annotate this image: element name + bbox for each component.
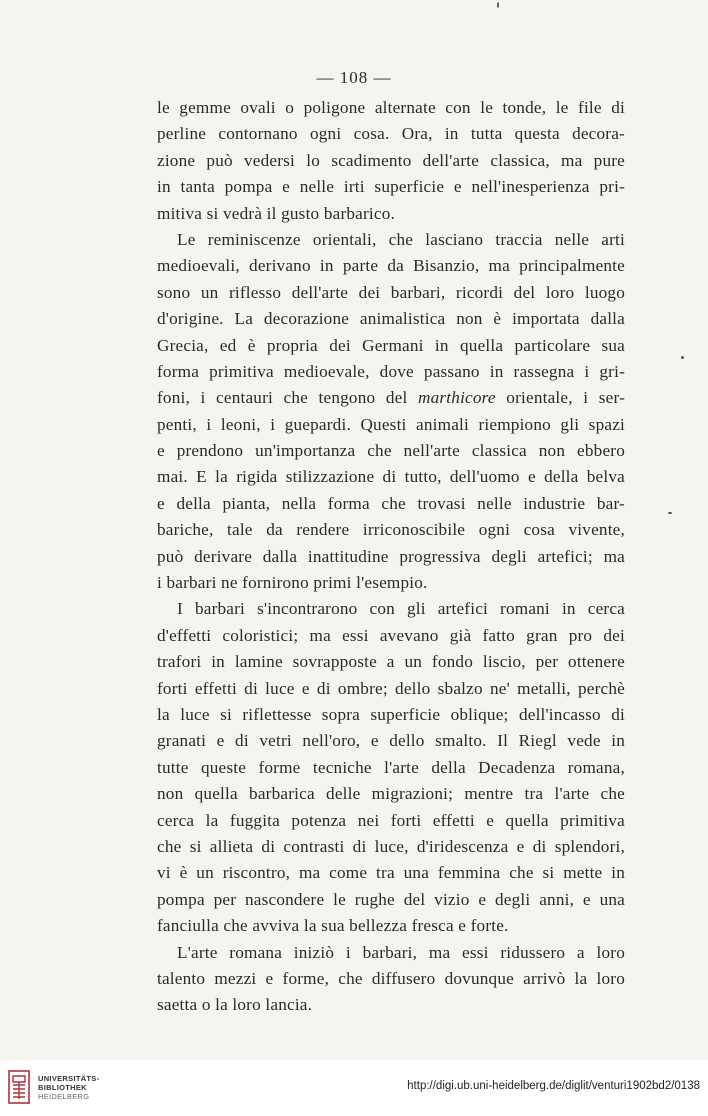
text-line-content: d'origine. La decorazione animalistica non è importata dalla [157, 309, 625, 329]
text-line-content: Le reminiscenze orientali, che lasciano traccia nelle arti [177, 229, 625, 249]
library-name [38, 1074, 99, 1101]
text-line [157, 174, 625, 200]
text-line [157, 438, 625, 464]
library-name-line: UNIVERSITÄTS- [38, 1074, 100, 1083]
text-line [157, 95, 625, 121]
text-line [157, 412, 625, 438]
text-line [157, 464, 625, 490]
text-line-content: sono un riflesso dell'arte dei barbari, ricordi del loro luogo [157, 282, 625, 302]
text-line-content: le gemme ovali o poligone alternate con le tonde, le file di [157, 98, 625, 117]
text-line-content: vi è un riscontro, ma come tra una femmina che si mette in [157, 863, 625, 883]
text-line-content: Grecia, ed è propria dei Germani in quella particolare sua [157, 335, 625, 355]
text-line-content: bariche, tale da rendere irriconoscibile ogni cosa vivente, [157, 520, 625, 540]
text-line [157, 860, 625, 886]
text-line [157, 201, 625, 227]
text-line-content: tutte queste forme tecniche l'arte della Decadenza romana, [157, 757, 625, 777]
text-line-continuation: orientale, i ser- [495, 388, 625, 408]
text-line-content: che si allieta di contrasti di luce, d'iridescenza e di splendori, [157, 836, 625, 856]
scan-speck [681, 356, 684, 359]
text-line [157, 385, 625, 411]
text-line-content: foni, i centauri che tengono del [157, 388, 408, 408]
text-line [157, 623, 625, 649]
text-line-content: trafori in lamine sovrapposte a un fondo liscio, per ottenere [157, 652, 625, 672]
text-line [157, 306, 625, 332]
university-library-logo-icon [8, 1070, 30, 1104]
italic-term: marthicore [418, 388, 496, 408]
text-line-content: cerca la fuggita potenza nei forti effetti e quella primitiva [157, 810, 625, 830]
text-line [157, 517, 625, 543]
library-name-line: HEIDELBERG [38, 1092, 90, 1101]
text-line-content: d'effetti coloristici; ma essi avevano già fatto gran pro dei [157, 625, 625, 645]
text-line-content: saetta o la loro lancia. [157, 995, 313, 1015]
text-line-content: fanciulla che avviva la sua bellezza fresca e forte. [157, 916, 509, 936]
text-line [157, 596, 625, 622]
text-line-content: granati e di vetri nell'oro, e dello smalto. Il Riegl vede in [157, 731, 625, 751]
text-line-content: talento mezzi e forme, che diffusero dovunque arrivò la loro [157, 968, 625, 988]
text-line-content: forti effetti di luce e di ombre; dello sbalzo ne' metalli, perchè [157, 678, 625, 698]
text-line [157, 940, 625, 966]
library-name-line: BIBLIOTHEK [38, 1083, 87, 1092]
text-line-content: medioevali, derivano in parte da Bisanzio, ma principalmente [157, 256, 625, 276]
text-line-content: può derivare dalla inattitudine progressiva degli artefici; ma [157, 546, 625, 566]
text-line-content: zione può vedersi lo scadimento dell'arte classica, ma pure [157, 150, 625, 170]
text-line [157, 253, 625, 279]
text-line [157, 359, 625, 385]
text-line [157, 333, 625, 359]
text-line [157, 966, 625, 992]
text-line [157, 676, 625, 702]
text-line-content: perline contornano ogni cosa. Ora, in tutta questa decora- [157, 124, 625, 144]
text-line-content: i barbari ne fornirono primi l'esempio. [157, 573, 428, 593]
text-line [157, 570, 625, 596]
text-line [157, 755, 625, 781]
text-line [157, 781, 625, 807]
text-line-content: in tanta pompa e nelle irti superficie e nell'inesperienza pri- [157, 177, 625, 197]
text-line [157, 491, 625, 517]
text-line [157, 280, 625, 306]
text-line [157, 148, 625, 174]
scan-speck [497, 2, 499, 8]
text-line-content: penti, i leoni, i guepardi. Questi animali riempiono gli spazi [157, 414, 625, 434]
body-text [157, 95, 625, 1019]
text-line-content: I barbari s'incontrarono con gli artefici romani in cerca [177, 599, 625, 619]
page-number: — 108 — [316, 68, 392, 87]
text-line [157, 121, 625, 147]
text-line [157, 702, 625, 728]
text-line [157, 227, 625, 253]
footer-bar [0, 1060, 708, 1116]
text-line-content: e della pianta, nella forma che trovasi nelle industrie bar- [157, 493, 625, 513]
text-line-content: L'arte romana iniziò i barbari, ma essi ridussero a loro [177, 942, 625, 962]
text-line [157, 834, 625, 860]
text-line [157, 544, 625, 570]
text-line-content: mitiva si vedrà il gusto barbarico. [157, 203, 396, 223]
text-line-content: mai. E la rigida stilizzazione di tutto, dell'uomo e della belva [157, 467, 625, 487]
text-line [157, 649, 625, 675]
scan-speck [668, 512, 672, 514]
text-line-content: la luce si riflettesse sopra superficie oblique; dell'incasso di [157, 704, 625, 724]
text-line [157, 728, 625, 754]
text-line-content: forma primitiva medioevale, dove passano in rassegna i gri- [157, 361, 625, 381]
text-line [157, 808, 625, 834]
text-line [157, 992, 625, 1018]
source-url-link[interactable]: http://digi.ub.uni-heidelberg.de/diglit/venturi1902bd2/0138 [407, 1080, 700, 1092]
text-line [157, 887, 625, 913]
text-line-content: e prendono un'importanza che nell'arte classica non ebbero [157, 441, 625, 461]
text-line-content: pompa per nascondere le rughe del vizio e degli anni, e una [157, 889, 625, 909]
text-line [157, 913, 625, 939]
text-line-content: non quella barbarica delle migrazioni; mentre tra l'arte che [157, 784, 625, 804]
